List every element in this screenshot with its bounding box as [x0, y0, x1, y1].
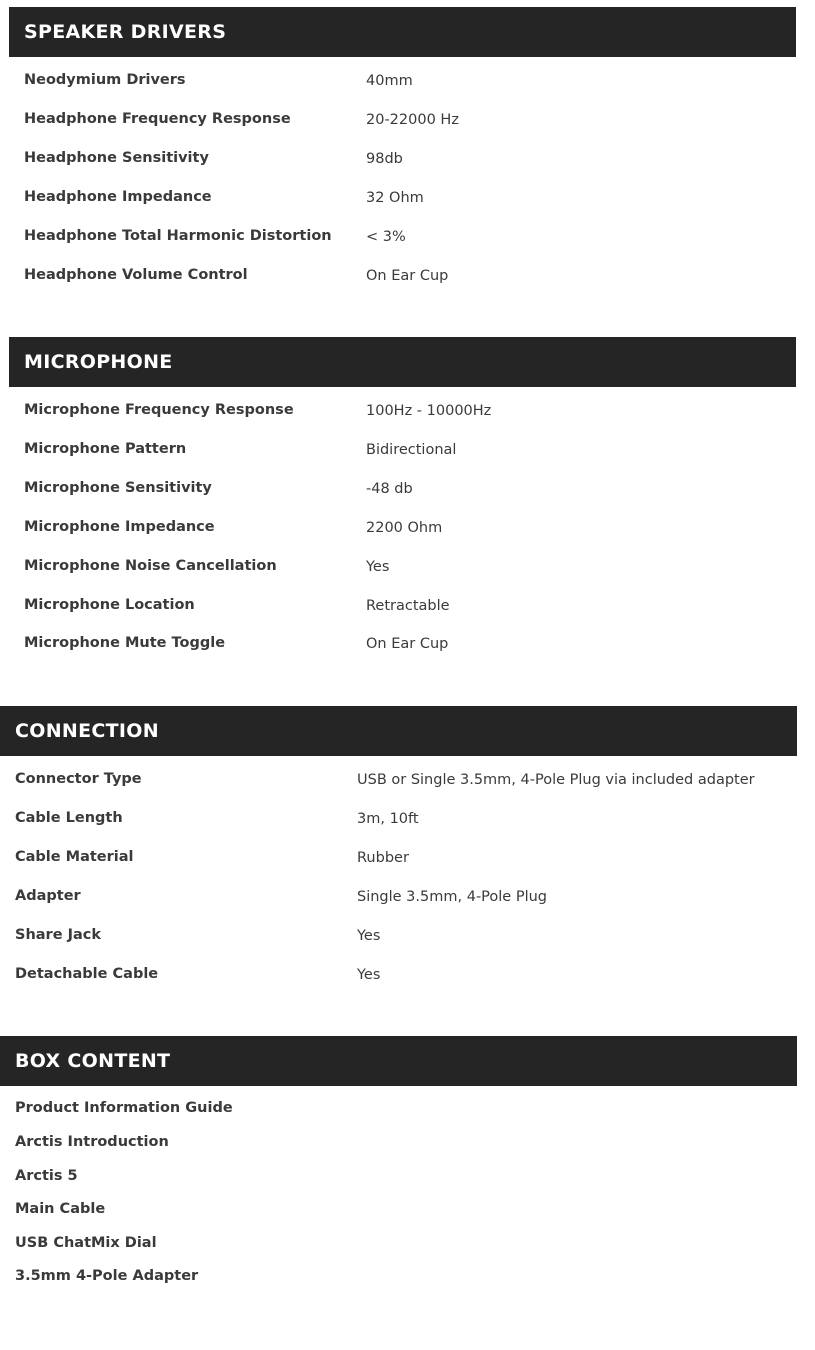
spec-label: Headphone Total Harmonic Distortion — [24, 228, 332, 244]
spec-row — [0, 849, 797, 873]
spec-row — [9, 111, 796, 135]
spec-row — [9, 189, 796, 213]
spec-label: Adapter — [15, 888, 81, 904]
section-title: MICROPHONE — [9, 337, 796, 387]
list-item — [0, 1268, 797, 1292]
list-item — [0, 1201, 797, 1225]
section-title: BOX CONTENT — [0, 1036, 797, 1086]
spec-value: Single 3.5mm, 4-Pole Plug — [357, 889, 547, 905]
box-item-label: Main Cable — [15, 1201, 106, 1217]
spec-row — [9, 519, 796, 543]
spec-row — [0, 771, 797, 795]
spec-label: Headphone Impedance — [24, 189, 212, 205]
speaker-drivers-section — [9, 7, 796, 284]
spec-row — [9, 72, 796, 96]
box-item-label: Arctis Introduction — [15, 1134, 169, 1150]
section-title: CONNECTION — [0, 706, 797, 756]
spec-row — [9, 228, 796, 252]
spec-label: Headphone Volume Control — [24, 267, 248, 283]
connection-section — [0, 706, 797, 983]
spec-label: Neodymium Drivers — [24, 72, 186, 88]
spec-value: 98db — [366, 151, 403, 167]
spec-value: Yes — [366, 559, 390, 575]
box-item-label: Product Information Guide — [15, 1100, 233, 1116]
box-item-label: USB ChatMix Dial — [15, 1235, 157, 1251]
spec-value: On Ear Cup — [366, 636, 449, 652]
spec-value: 32 Ohm — [366, 190, 424, 206]
spec-label: Microphone Sensitivity — [24, 480, 212, 496]
spec-row — [0, 888, 797, 912]
spec-label: Share Jack — [15, 927, 102, 943]
spec-row — [0, 810, 797, 834]
spec-row — [0, 966, 797, 990]
spec-row — [9, 635, 796, 659]
spec-value: Bidirectional — [366, 442, 457, 458]
list-item — [0, 1100, 797, 1124]
spec-value: 40mm — [366, 73, 413, 89]
spec-value: 100Hz - 10000Hz — [366, 403, 492, 419]
spec-row — [9, 441, 796, 465]
spec-label: Microphone Noise Cancellation — [24, 558, 277, 574]
spec-row — [9, 597, 796, 621]
spec-value: Yes — [357, 967, 381, 983]
spec-row — [0, 927, 797, 951]
spec-value: Yes — [357, 928, 381, 944]
spec-value: On Ear Cup — [366, 268, 449, 284]
spec-value: USB or Single 3.5mm, 4-Pole Plug via included adapter — [357, 772, 755, 788]
box-content-section — [0, 1036, 797, 1284]
box-item-label: 3.5mm 4-Pole Adapter — [15, 1268, 199, 1284]
spec-label: Detachable Cable — [15, 966, 159, 982]
spec-label: Microphone Location — [24, 597, 195, 613]
spec-value: 20-22000 Hz — [366, 112, 459, 128]
spec-row — [9, 480, 796, 504]
spec-label: Microphone Frequency Response — [24, 402, 294, 418]
spec-label: Cable Material — [15, 849, 134, 865]
spec-label: Microphone Mute Toggle — [24, 635, 226, 651]
spec-value: 3m, 10ft — [357, 811, 419, 827]
microphone-section — [9, 337, 796, 652]
spec-label: Headphone Sensitivity — [24, 150, 209, 166]
list-item — [0, 1168, 797, 1192]
spec-label: Microphone Pattern — [24, 441, 187, 457]
spec-value: < 3% — [366, 229, 406, 245]
list-item — [0, 1235, 797, 1259]
list-item — [0, 1134, 797, 1158]
spec-value: 2200 Ohm — [366, 520, 443, 536]
box-item-label: Arctis 5 — [15, 1168, 78, 1184]
section-title: SPEAKER DRIVERS — [9, 7, 796, 57]
spec-label: Microphone Impedance — [24, 519, 215, 535]
spec-value: -48 db — [366, 481, 413, 497]
spec-label: Cable Length — [15, 810, 123, 826]
spec-value: Rubber — [357, 850, 409, 866]
spec-row — [9, 150, 796, 174]
spec-label: Headphone Frequency Response — [24, 111, 291, 127]
spec-value: Retractable — [366, 598, 450, 614]
spec-row — [9, 402, 796, 426]
spec-label: Connector Type — [15, 771, 142, 787]
spec-row — [9, 267, 796, 291]
spec-row — [9, 558, 796, 582]
